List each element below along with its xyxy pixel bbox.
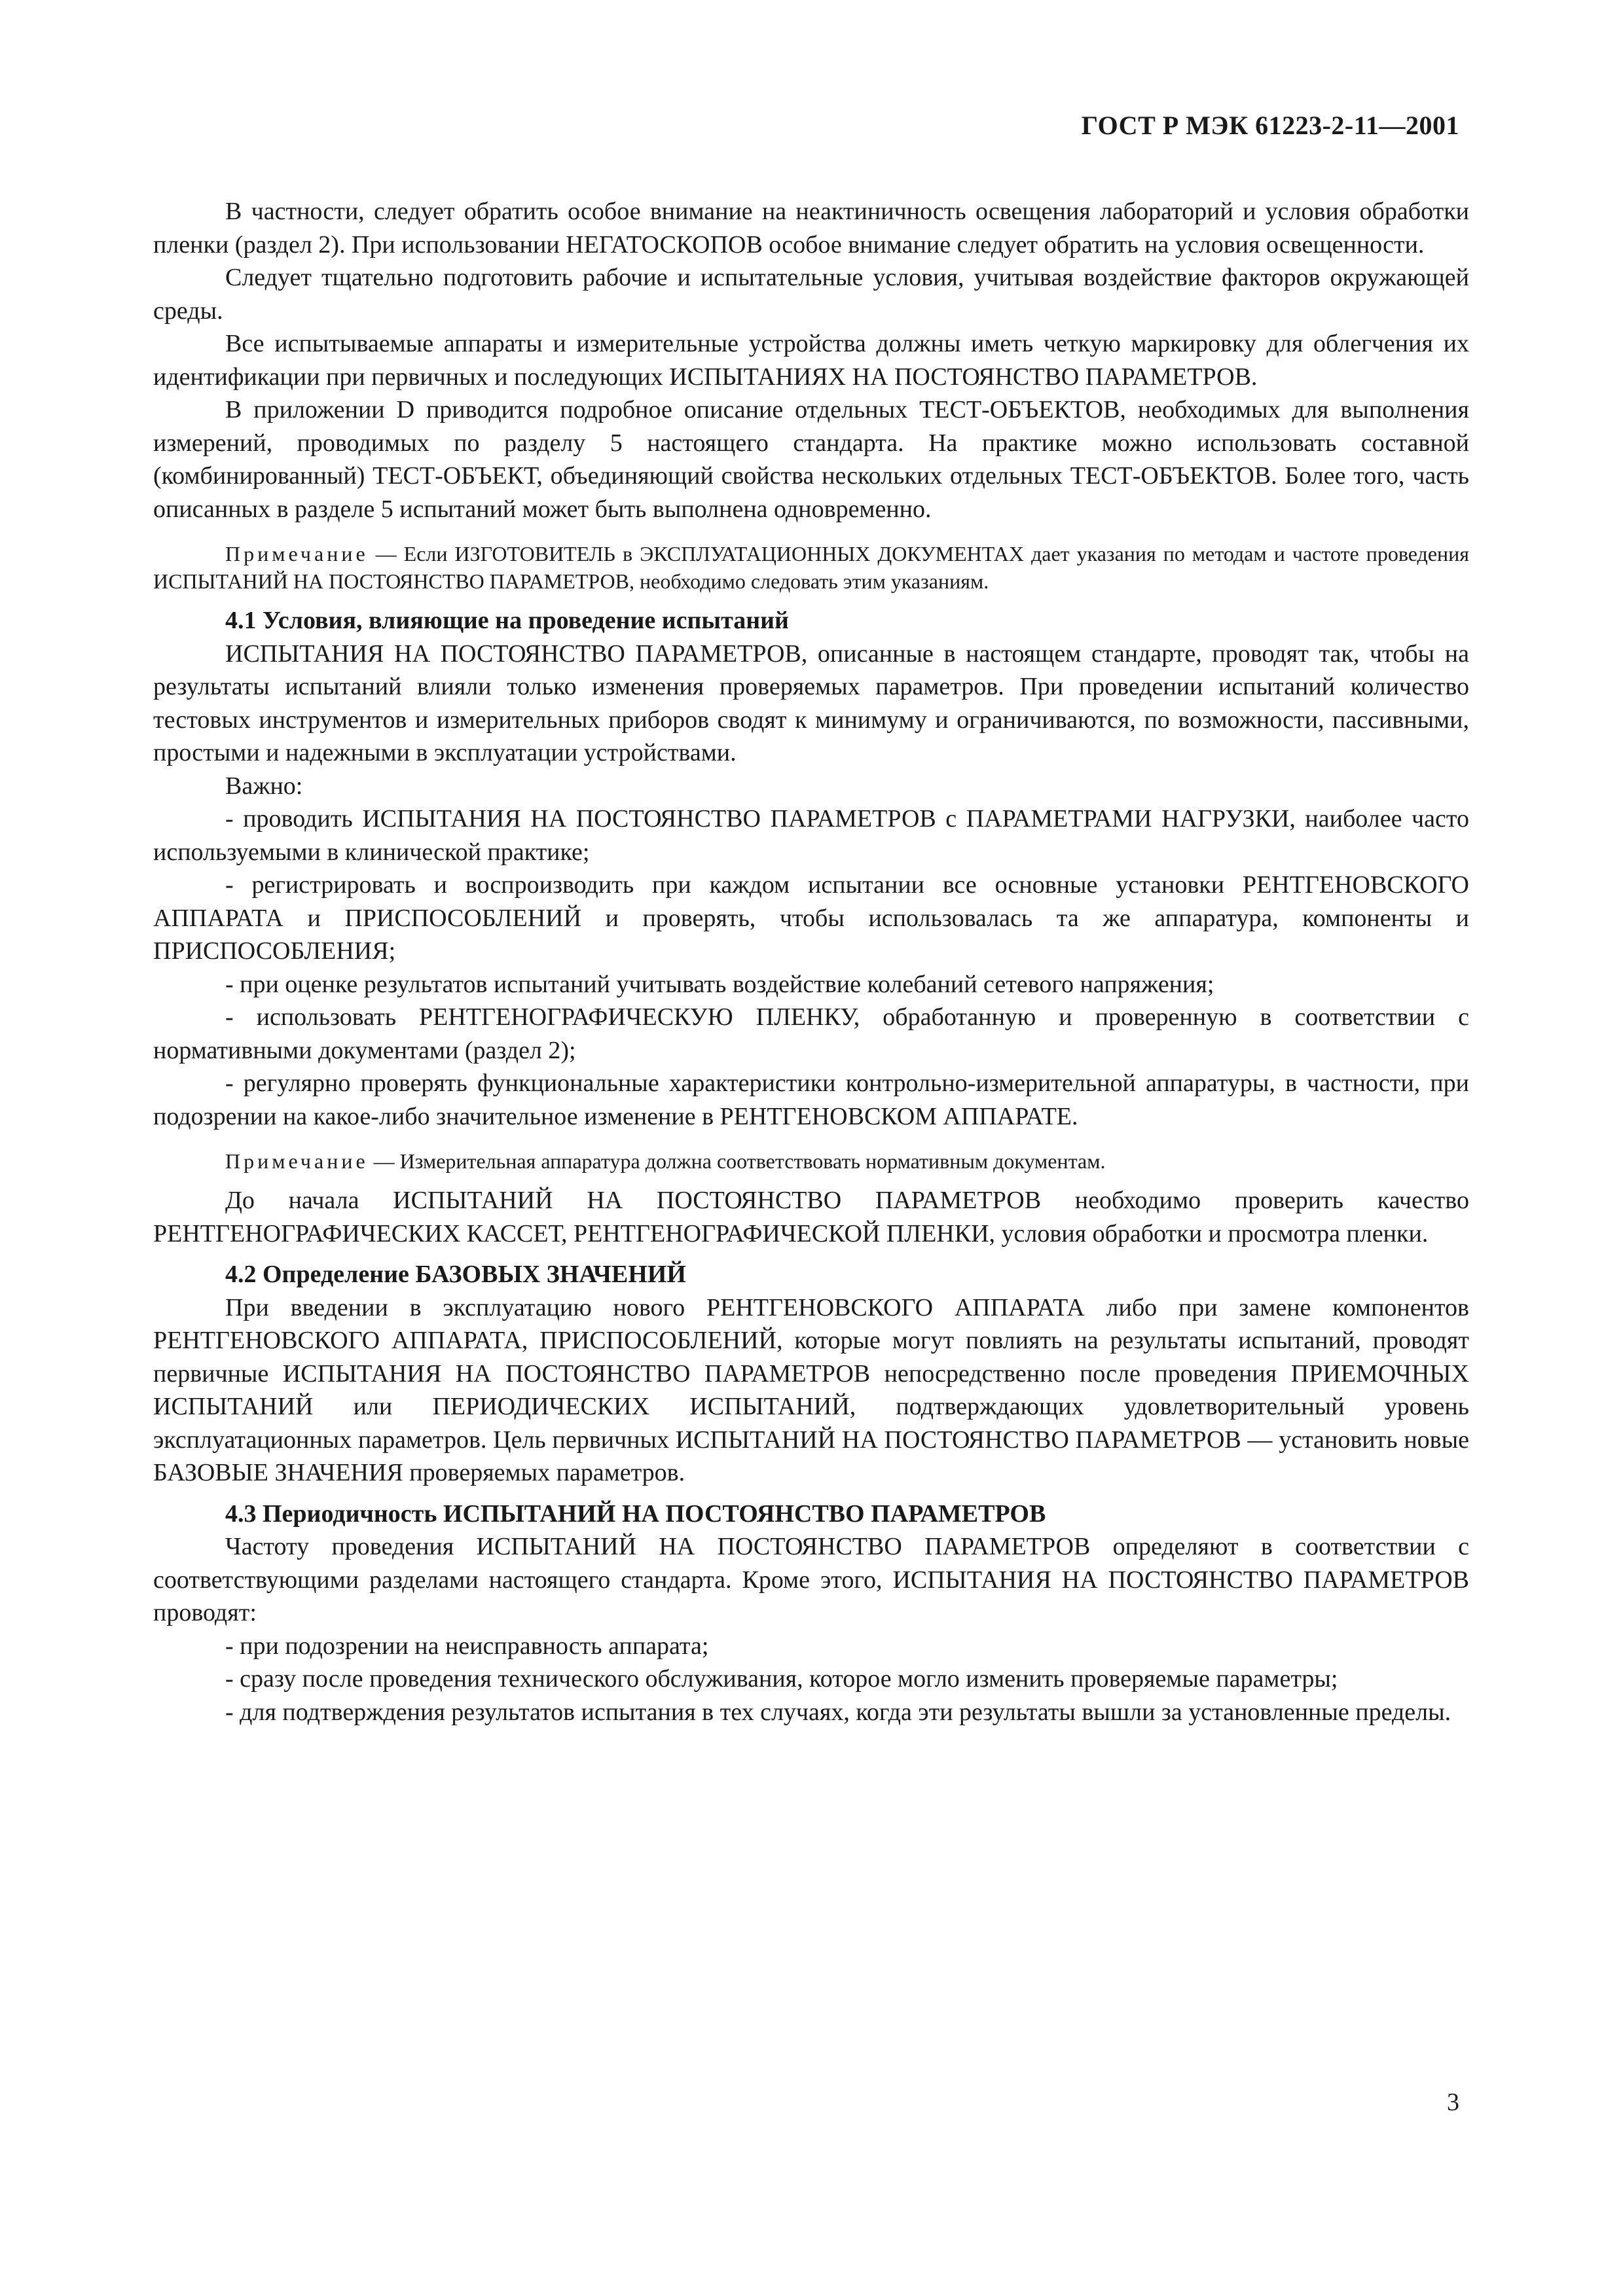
page-number: 3: [1447, 2089, 1459, 2116]
standard-code-header: ГОСТ Р МЭК 61223-2-11—2001: [1081, 111, 1459, 140]
note-text: — Измерительная аппаратура должна соответствовать нормативным документам.: [368, 1149, 1106, 1173]
important-label: Важно:: [225, 772, 303, 800]
section-heading-4-3: 4.3 Периодичность ИСПЫТАНИЙ НА ПОСТОЯНСТВО ПАРАМЕТРОВ: [225, 1499, 1046, 1528]
note-block: [153, 1147, 1469, 1175]
list-item: - регистрировать и воспроизводить при каждом испытании все основные установки РЕНТГЕНОВСКОГО АППАРАТА и ПРИСПОСОБЛЕНИЙ и проверять, чтобы использовалась та же аппаратура, компоненты и ПРИСПОСОБЛЕНИЯ;: [153, 871, 1469, 965]
list-item: - использовать РЕНТГЕНОГРАФИЧЕСКУЮ ПЛЕНКУ, обработанную и проверенную в соответствии с нормативными документами (раздел 2);: [153, 1003, 1469, 1064]
paragraph: Частоту проведения ИСПЫТАНИЙ НА ПОСТОЯНСТВО ПАРАМЕТРОВ определяют в соответствии с соответствующими разделами настоящего стандарта. Кроме этого, ИСПЫТАНИЯ НА ПОСТОЯНСТВО ПАРАМЕТРОВ проводят:: [153, 1533, 1469, 1626]
page-content: [153, 195, 1469, 1729]
list-item: - проводить ИСПЫТАНИЯ НА ПОСТОЯНСТВО ПАРАМЕТРОВ с ПАРАМЕТРАМИ НАГРУЗКИ, наиболее часто используемыми в клинической практике;: [153, 805, 1469, 866]
list-item: - сразу после проведения технического обслуживания, которое могло изменить проверяемые параметры;: [225, 1665, 1338, 1693]
paragraph: До начала ИСПЫТАНИЙ НА ПОСТОЯНСТВО ПАРАМЕТРОВ необходимо проверить качество РЕНТГЕНОГРАФИЧЕСКИХ КАССЕТ, РЕНТГЕНОГРАФИЧЕСКОЙ ПЛЕНКИ, условия обработки и просмотра пленки.: [153, 1187, 1469, 1247]
list-item: - регулярно проверять функциональные характеристики контрольно-измерительной аппаратуры, в частности, при подозрении на какое-либо значительное изменение в РЕНТГЕНОВСКОМ АППАРАТЕ.: [153, 1069, 1469, 1130]
list-item: - при оценке результатов испытаний учитывать воздействие колебаний сетевого напряжения;: [225, 970, 1214, 998]
paragraph: В приложении D приводится подробное описание отдельных ТЕСТ-ОБЪЕКТОВ, необходимых для выполнения измерений, проводимых по разделу 5 настоящего стандарта. На практике можно использовать составной (комбинированный) ТЕСТ-ОБЪЕКТ, объединяющий свойства нескольких отдельных ТЕСТ-ОБЪЕКТОВ. Более того, часть описанных в разделе 5 испытаний может быть выполнена одновременно.: [153, 396, 1469, 523]
paragraph: ИСПЫТАНИЯ НА ПОСТОЯНСТВО ПАРАМЕТРОВ, описанные в настоящем стандарте, проводят так, чтобы на результаты испытаний влияли только изменения проверяемых параметров. При проведении испытаний количество тестовых инструментов и измерительных приборов сводят к минимуму и ограничиваются, по возможности, пассивными, простыми и надежными в эксплуатации устройствами.: [153, 639, 1469, 766]
list-item: - при подозрении на неисправность аппарата;: [225, 1632, 709, 1660]
note-label: Примечание: [225, 542, 369, 565]
note-block: [153, 540, 1469, 595]
paragraph: Следует тщательно подготовить рабочие и испытательные условия, учитывая воздействие факторов окружающей среды.: [153, 264, 1469, 325]
note-text: — Если ИЗГОТОВИТЕЛЬ в ЭКСПЛУАТАЦИОННЫХ ДОКУМЕНТАХ дает указания по методам и частоте проведения ИСПЫТАНИЙ НА ПОСТОЯНСТВО ПАРАМЕТРОВ, необходимо следовать этим указаниям.: [153, 542, 1469, 593]
paragraph: В частности, следует обратить особое внимание на неактиничность освещения лабораторий и условия обработки пленки (раздел 2). При использовании НЕГАТОСКОПОВ особое внимание следует обратить на условия освещенности.: [153, 198, 1469, 259]
section-heading-4-2: 4.2 Определение БАЗОВЫХ ЗНАЧЕНИЙ: [225, 1261, 686, 1288]
paragraph: Все испытываемые аппараты и измерительные устройства должны иметь четкую маркировку для облегчения их идентификации при первичных и последующих ИСПЫТАНИЯХ НА ПОСТОЯНСТВО ПАРАМЕТРОВ.: [153, 330, 1469, 391]
list-item: - для подтверждения результатов испытания в тех случаях, когда эти результаты вышли за установленные пределы.: [225, 1698, 1451, 1726]
section-heading-4-1: 4.1 Условия, влияющие на проведение испытаний: [225, 607, 789, 634]
paragraph: При введении в эксплуатацию нового РЕНТГЕНОВСКОГО АППАРАТА либо при замене компонентов РЕНТГЕНОВСКОГО АППАРАТА, ПРИСПОСОБЛЕНИЙ, которые могут повлиять на результаты испытаний, проводят первичные ИСПЫТАНИЯ НА ПОСТОЯНСТВО ПАРАМЕТРОВ непосредственно после проведения ПРИЕМОЧНЫХ ИСПЫТАНИЙ или ПЕРИОДИЧЕСКИХ ИСПЫТАНИЙ, подтверждающих удовлетворительный уровень эксплуатационных параметров. Цель первичных ИСПЫТАНИЙ НА ПОСТОЯНСТВО ПАРАМЕТРОВ — установить новые БАЗОВЫЕ ЗНАЧЕНИЯ проверяемых параметров.: [153, 1293, 1469, 1486]
note-label: Примечание: [225, 1149, 369, 1173]
